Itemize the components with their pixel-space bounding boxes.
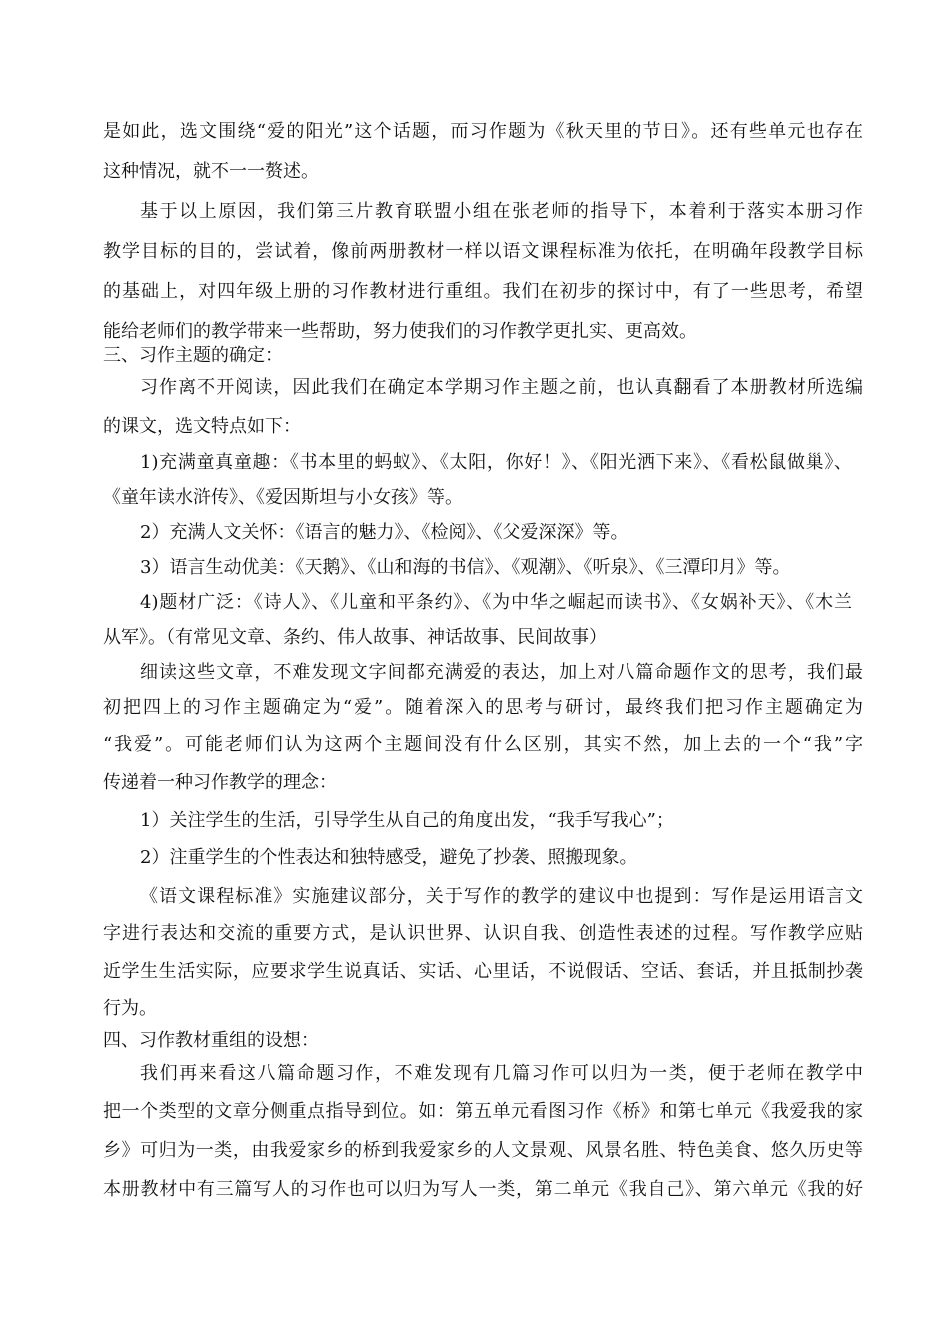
list-item-line: 从军》。（有常见文章、条约、伟人故事、神话故事、民间故事） <box>103 627 607 648</box>
body-text-line: 教学目标的目的，尝试着，像前两册教材一样以语文课程标准为依托，在明确年段教学目标 <box>103 241 863 262</box>
list-item-line: 3）语言生动优美：《天鹅》、《山和海的书信》、《观潮》、《听泉》、《三潭印月》等。 <box>140 557 791 578</box>
body-text-line: 字进行表达和交流的重要方式，是认识世界、认识自我、创造性表述的过程。写作教学应贴 <box>103 923 863 944</box>
body-text-line: 这种情况，就不一一赘述。 <box>103 161 319 182</box>
body-text-line: 初把四上的习作主题确定为“爱”。随着深入的思考与研讨，最终我们把习作主题确定为 <box>103 697 863 718</box>
section-heading: 四、习作教材重组的设想： <box>103 1030 319 1051</box>
body-text-line: 本册教材中有三篇写人的习作也可以归为写人一类，第二单元《我自己》、第六单元《我的好 <box>103 1179 863 1200</box>
list-item-line: 1）关注学生的生活，引导学生从自己的角度出发，“我手写我心”； <box>140 810 674 831</box>
body-text-line: 是如此，选文围绕“爱的阳光”这个话题，而习作题为《秋天里的节日》。还有些单元也存在 <box>103 121 863 142</box>
list-item-line: 《童年读水浒传》、《爱因斯坦与小女孩》等。 <box>103 487 463 508</box>
body-text-line: 行为。 <box>103 998 157 1019</box>
body-text-line: 我们再来看这八篇命题习作，不难发现有几篇习作可以归为一类，便于老师在教学中 <box>140 1063 863 1084</box>
body-text-line: 乡》可归为一类，由我爱家乡的桥到我爱家乡的人文景观、风景名胜、特色美食、悠久历史等 <box>103 1140 863 1161</box>
section-heading: 三、习作主题的确定： <box>103 345 283 366</box>
body-text-line: 能给老师们的教学带来一些帮助，努力使我们的习作教学更扎实、更高效。 <box>103 321 697 342</box>
body-text-line: 细读这些文章，不难发现文字间都充满爱的表达，加上对八篇命题作文的思考，我们最 <box>140 662 863 683</box>
body-text-line: 传递着一种习作教学的理念： <box>103 772 337 793</box>
body-text-line: 的基础上，对四年级上册的习作教材进行重组。我们在初步的探讨中，有了一些思考，希望 <box>103 281 863 302</box>
list-item-line: 4)题材广泛：《诗人》、《儿童和平条约》、《为中华之崛起而读书》、《女娲补天》、《木兰 <box>140 592 852 613</box>
body-text-line: 把一个类型的文章分侧重点指导到位。如：第五单元看图习作《桥》和第七单元《我爱我的家 <box>103 1101 863 1122</box>
body-text-line: “我爱”。可能老师们认为这两个主题间没有什么区别，其实不然，加上去的一个“我”字 <box>103 734 863 755</box>
list-item-line: 2）注重学生的个性表达和独特感受，避免了抄袭、照搬现象。 <box>140 847 638 868</box>
body-text-line: 基于以上原因，我们第三片教育联盟小组在张老师的指导下，本着利于落实本册习作 <box>140 201 863 222</box>
list-item-line: 2）充满人文关怀：《语言的魅力》、《检阅》、《父爱深深》等。 <box>140 522 629 543</box>
body-text-line: 习作离不开阅读，因此我们在确定本学期习作主题之前，也认真翻看了本册教材所选编 <box>140 377 863 398</box>
body-text-line: 的课文，选文特点如下： <box>103 416 301 437</box>
body-text-line: 近学生生活实际，应要求学生说真话、实话、心里话，不说假话、空话、套话，并且抵制抄袭 <box>103 961 863 982</box>
body-text-line: 《语文课程标准》实施建议部分，关于写作的教学的建议中也提到：写作是运用语言文 <box>140 886 863 907</box>
list-item-line: 1)充满童真童趣：《书本里的蚂蚁》、《太阳，你好！》、《阳光洒下来》、《看松鼠做巢》、 <box>140 452 852 473</box>
